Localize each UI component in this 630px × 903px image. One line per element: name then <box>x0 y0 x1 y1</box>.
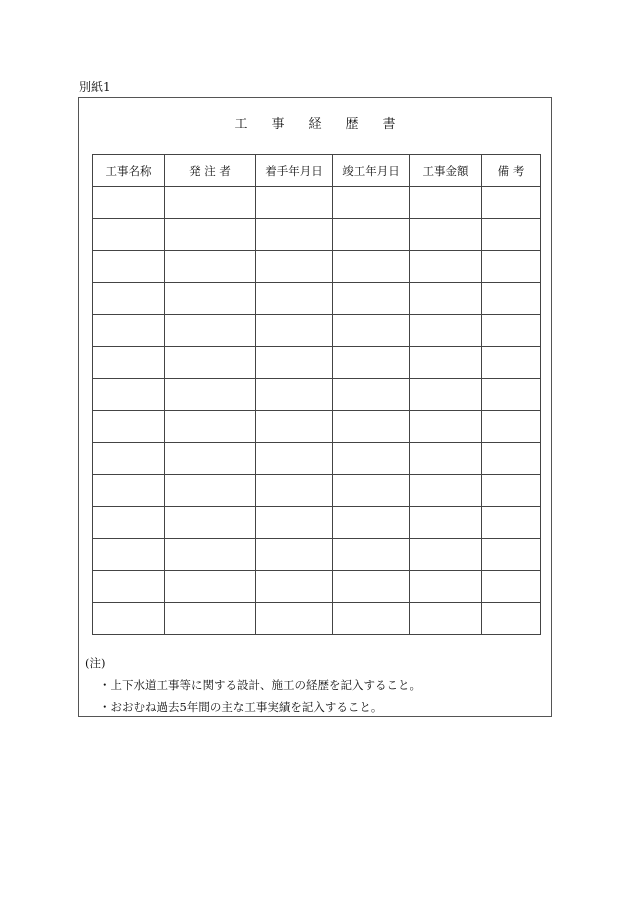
table-cell[interactable] <box>165 283 256 315</box>
table-row <box>93 507 541 539</box>
table-cell[interactable] <box>410 603 482 635</box>
table-row <box>93 187 541 219</box>
table-cell[interactable] <box>165 507 256 539</box>
table-cell[interactable] <box>165 219 256 251</box>
table-cell[interactable] <box>482 379 541 411</box>
table-cell[interactable] <box>256 379 333 411</box>
table-cell[interactable] <box>410 347 482 379</box>
header-project-name: 工事名称 <box>93 155 165 187</box>
note-item: ・上下水道工事等に関する設計、施工の経歴を記入すること。 <box>99 678 421 692</box>
table-row <box>93 443 541 475</box>
header-client: 発 注 者 <box>165 155 256 187</box>
table-cell[interactable] <box>410 315 482 347</box>
table-cell[interactable] <box>93 507 165 539</box>
header-contract-amount: 工事金額 <box>410 155 482 187</box>
table-cell[interactable] <box>256 507 333 539</box>
table-cell[interactable] <box>256 571 333 603</box>
table-cell[interactable] <box>333 603 410 635</box>
table-cell[interactable] <box>482 251 541 283</box>
table-cell[interactable] <box>256 539 333 571</box>
notes-section <box>85 652 421 718</box>
header-start-date: 着手年月日 <box>256 155 333 187</box>
table-row <box>93 539 541 571</box>
table-row <box>93 379 541 411</box>
table-cell[interactable] <box>93 283 165 315</box>
table-cell[interactable] <box>482 443 541 475</box>
table-row <box>93 475 541 507</box>
table-cell[interactable] <box>482 475 541 507</box>
table-cell[interactable] <box>333 347 410 379</box>
table-cell[interactable] <box>93 347 165 379</box>
table-cell[interactable] <box>410 443 482 475</box>
table-cell[interactable] <box>93 315 165 347</box>
table-cell[interactable] <box>333 315 410 347</box>
document-frame <box>78 97 552 717</box>
table-cell[interactable] <box>93 475 165 507</box>
table-cell[interactable] <box>165 315 256 347</box>
document-title: 工事経歴書 <box>234 117 420 132</box>
table-cell[interactable] <box>482 347 541 379</box>
table-cell[interactable] <box>165 347 256 379</box>
table-cell[interactable] <box>482 187 541 219</box>
table-cell[interactable] <box>333 187 410 219</box>
table-cell[interactable] <box>410 379 482 411</box>
table-cell[interactable] <box>93 539 165 571</box>
table-row <box>93 219 541 251</box>
table-cell[interactable] <box>333 219 410 251</box>
table-cell[interactable] <box>410 251 482 283</box>
table-cell[interactable] <box>165 571 256 603</box>
table-cell[interactable] <box>410 219 482 251</box>
table-cell[interactable] <box>410 411 482 443</box>
table-cell[interactable] <box>482 411 541 443</box>
table-cell[interactable] <box>256 283 333 315</box>
table-cell[interactable] <box>410 539 482 571</box>
attachment-label: 別紙1 <box>79 80 111 94</box>
table-row <box>93 315 541 347</box>
table-cell[interactable] <box>482 603 541 635</box>
table-row <box>93 411 541 443</box>
table-cell[interactable] <box>256 603 333 635</box>
table-cell[interactable] <box>256 187 333 219</box>
table-cell[interactable] <box>410 571 482 603</box>
table-cell[interactable] <box>256 251 333 283</box>
notes-heading: (注) <box>85 656 106 670</box>
table-cell[interactable] <box>93 379 165 411</box>
header-remarks: 備 考 <box>482 155 541 187</box>
table-cell[interactable] <box>165 411 256 443</box>
table-cell[interactable] <box>333 411 410 443</box>
table-row <box>93 283 541 315</box>
table-cell[interactable] <box>165 603 256 635</box>
table-cell[interactable] <box>482 571 541 603</box>
table-cell[interactable] <box>410 283 482 315</box>
table-cell[interactable] <box>93 251 165 283</box>
table-cell[interactable] <box>482 283 541 315</box>
table-header-row <box>93 155 541 187</box>
table-cell[interactable] <box>410 187 482 219</box>
table-cell[interactable] <box>333 283 410 315</box>
header-completion-date: 竣工年月日 <box>333 155 410 187</box>
table-cell[interactable] <box>165 539 256 571</box>
table-cell[interactable] <box>165 251 256 283</box>
table-cell[interactable] <box>256 411 333 443</box>
table-cell[interactable] <box>93 411 165 443</box>
table-cell[interactable] <box>333 443 410 475</box>
table-cell[interactable] <box>256 475 333 507</box>
table-cell[interactable] <box>333 379 410 411</box>
table-cell[interactable] <box>333 475 410 507</box>
table-cell[interactable] <box>165 187 256 219</box>
table-cell[interactable] <box>256 315 333 347</box>
table-cell[interactable] <box>333 539 410 571</box>
table-cell[interactable] <box>165 443 256 475</box>
table-row <box>93 603 541 635</box>
table-cell[interactable] <box>165 379 256 411</box>
table-cell[interactable] <box>93 187 165 219</box>
table-cell[interactable] <box>93 219 165 251</box>
table-cell[interactable] <box>165 475 256 507</box>
table-cell[interactable] <box>333 251 410 283</box>
table-cell[interactable] <box>410 475 482 507</box>
table-cell[interactable] <box>256 219 333 251</box>
table-cell[interactable] <box>482 507 541 539</box>
table-body <box>93 187 541 635</box>
table-row <box>93 251 541 283</box>
table-cell[interactable] <box>482 539 541 571</box>
table-cell[interactable] <box>333 507 410 539</box>
work-history-table <box>92 154 541 635</box>
table-cell[interactable] <box>93 571 165 603</box>
table-cell[interactable] <box>482 315 541 347</box>
table-cell[interactable] <box>256 443 333 475</box>
table-cell[interactable] <box>93 603 165 635</box>
table-row <box>93 347 541 379</box>
table-cell[interactable] <box>256 347 333 379</box>
table-row <box>93 571 541 603</box>
table-cell[interactable] <box>93 443 165 475</box>
table-cell[interactable] <box>410 507 482 539</box>
table-cell[interactable] <box>482 219 541 251</box>
table-cell[interactable] <box>333 571 410 603</box>
note-item: ・おおむね過去5年間の主な工事実績を記入すること。 <box>99 700 383 714</box>
